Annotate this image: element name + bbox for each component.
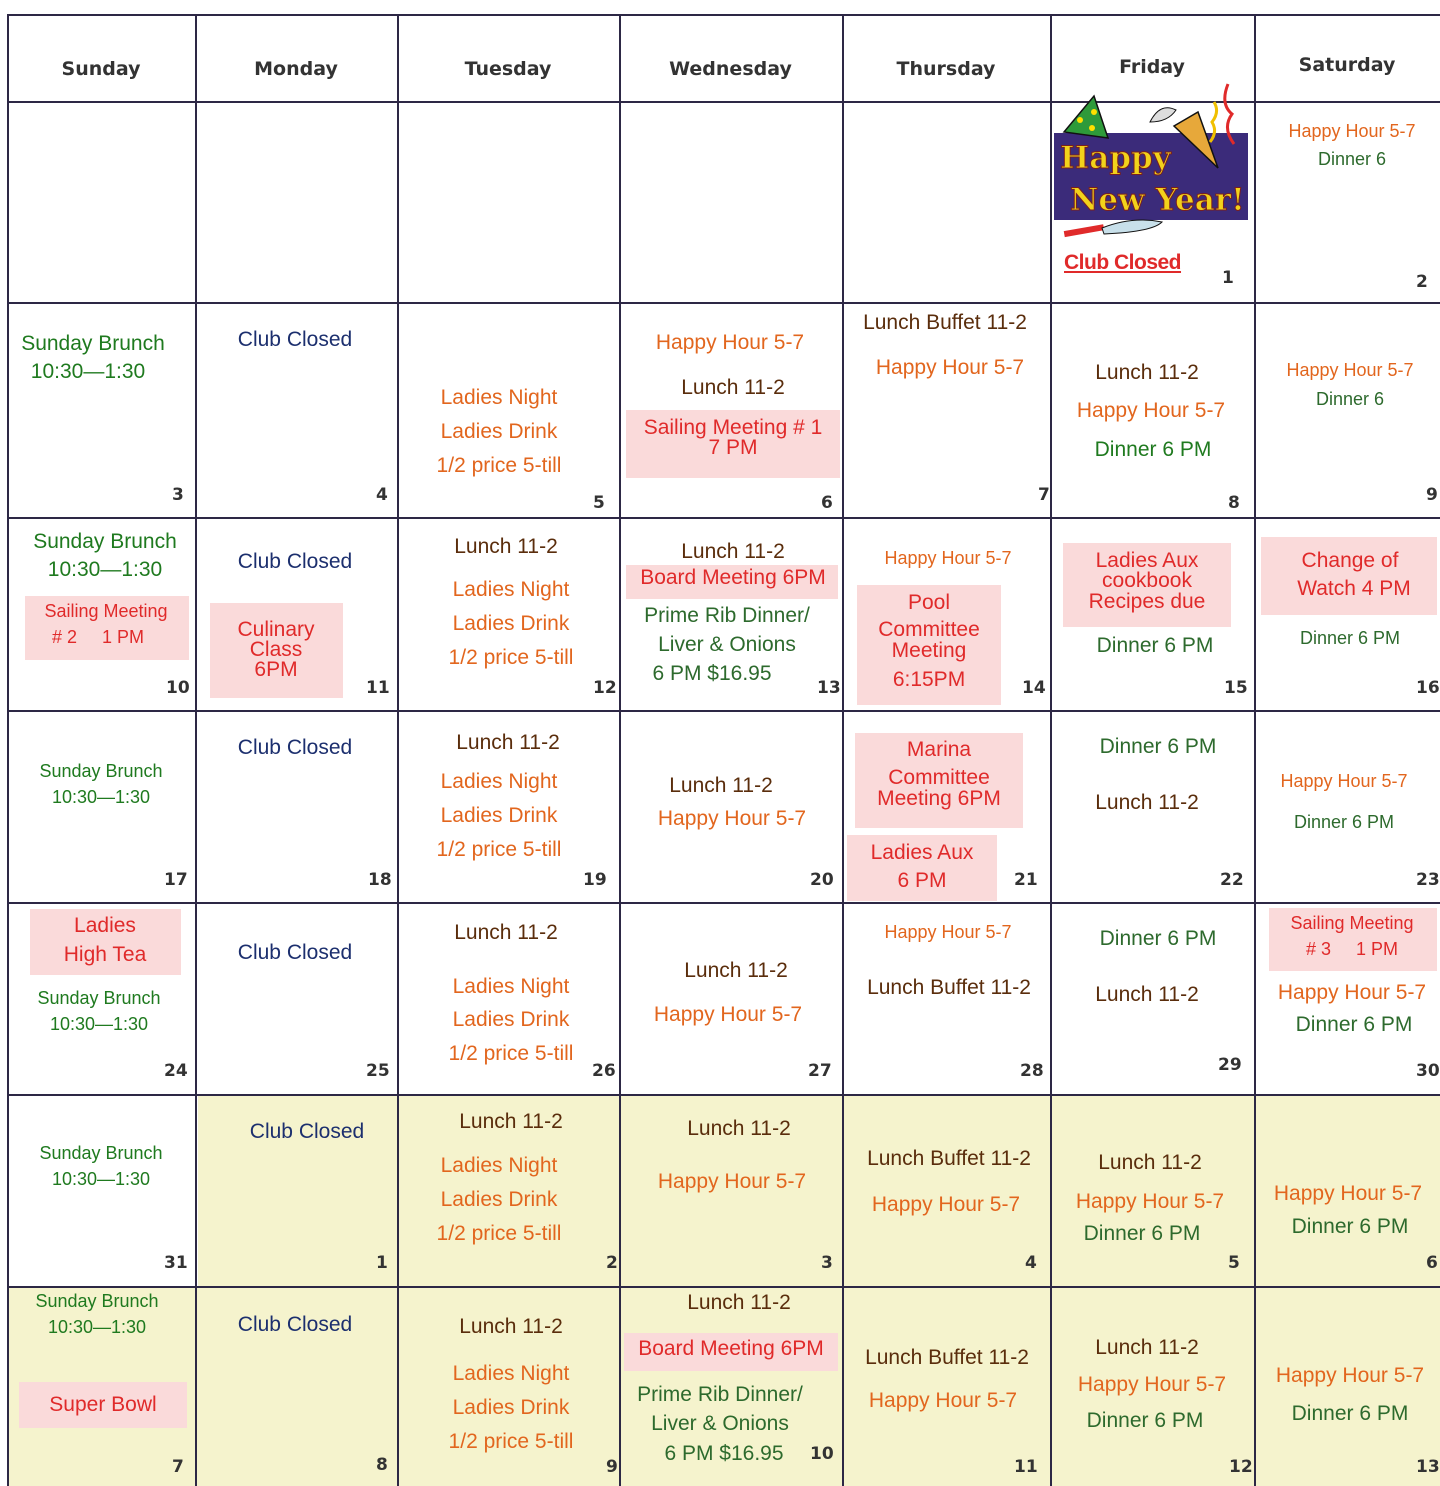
date-number: 3 bbox=[821, 1253, 833, 1273]
event-prime-rib-price: 6 PM $16.95 bbox=[652, 662, 772, 685]
date-number: 14 bbox=[1022, 678, 1046, 698]
event-sailing-meeting: Sailing Meeting # 1 bbox=[643, 416, 823, 439]
event-dinner: Dinner 6 PM bbox=[1291, 1215, 1409, 1238]
event-sailing-meeting: Sailing Meeting bbox=[1290, 913, 1414, 933]
event-ladies-drink: Ladies Drink bbox=[452, 612, 570, 635]
event-lunch: Lunch 11-2 bbox=[681, 376, 785, 399]
event-lunch-buffet: Lunch Buffet 11-2 bbox=[867, 976, 1031, 999]
event-lunch: Lunch 11-2 bbox=[456, 731, 560, 754]
banner-line-1: Happy bbox=[1060, 140, 1171, 176]
event-happy-hour: Happy Hour 5-7 bbox=[1280, 771, 1408, 791]
event-dinner: Dinner 6 bbox=[1317, 149, 1387, 169]
header-sunday: Sunday bbox=[61, 58, 141, 80]
event-club-closed: Club Closed bbox=[237, 328, 353, 351]
event-half-price: 1/2 price 5-till bbox=[448, 1430, 574, 1453]
event-prime-rib: Prime Rib Dinner/ bbox=[644, 604, 810, 627]
event-lunch: Lunch 11-2 bbox=[684, 959, 788, 982]
event-half-price: 1/2 price 5-till bbox=[436, 454, 562, 477]
event-happy-hour: Happy Hour 5-7 bbox=[1277, 981, 1427, 1004]
event-cookbook: cookbook bbox=[1102, 569, 1192, 592]
event-pool-committee: Pool bbox=[907, 591, 951, 614]
date-number: 29 bbox=[1218, 1055, 1242, 1075]
date-number: 4 bbox=[1025, 1253, 1037, 1273]
event-ladies-aux: Ladies Aux bbox=[870, 841, 974, 864]
event-club-closed: Club Closed bbox=[237, 941, 353, 964]
event-culinary-class: Culinary bbox=[237, 618, 315, 641]
event-lunch: Lunch 11-2 bbox=[681, 540, 785, 563]
event-marina-committee: Committee bbox=[888, 766, 990, 789]
event-liver-onions: Liver & Onions bbox=[651, 1412, 789, 1435]
event-board-meeting: Board Meeting 6PM bbox=[640, 566, 826, 589]
date-number: 1 bbox=[1222, 268, 1234, 288]
header-saturday: Saturday bbox=[1298, 54, 1396, 76]
date-number: 10 bbox=[166, 678, 190, 698]
event-happy-hour: Happy Hour 5-7 bbox=[655, 331, 805, 354]
date-number: 2 bbox=[1416, 272, 1428, 292]
event-brunch-time: 10:30—1:30 bbox=[49, 1014, 149, 1034]
date-number: 12 bbox=[1229, 1457, 1253, 1477]
event-club-closed: Club Closed bbox=[237, 1313, 353, 1336]
event-brunch-time: 10:30—1:30 bbox=[47, 558, 163, 581]
event-ladies-drink: Ladies Drink bbox=[452, 1008, 570, 1031]
date-number: 18 bbox=[368, 870, 392, 890]
header-wednesday: Wednesday bbox=[669, 58, 792, 80]
event-marina-meeting: Meeting 6PM bbox=[877, 787, 1001, 810]
grid-line-week-4 bbox=[7, 902, 1440, 904]
event-half-price: 1/2 price 5-till bbox=[436, 838, 562, 861]
event-lunch: Lunch 11-2 bbox=[1095, 1336, 1199, 1359]
event-club-closed: Club Closed bbox=[249, 1120, 365, 1143]
event-half-price: 1/2 price 5-till bbox=[448, 646, 574, 669]
event-happy-hour: Happy Hour 5-7 bbox=[868, 1389, 1018, 1412]
header-tuesday: Tuesday bbox=[464, 58, 552, 80]
event-happy-hour: Happy Hour 5-7 bbox=[657, 807, 807, 830]
event-ladies-drink: Ladies Drink bbox=[452, 1396, 570, 1419]
event-dinner: Dinner 6 PM bbox=[1083, 1222, 1201, 1245]
event-dinner: Dinner 6 PM bbox=[1086, 1409, 1204, 1432]
event-happy-hour: Happy Hour 5-7 bbox=[875, 356, 1025, 379]
event-sunday-brunch: Sunday Brunch bbox=[35, 1291, 159, 1311]
event-sunday-brunch: Sunday Brunch bbox=[39, 761, 163, 781]
event-sunday-brunch: Sunday Brunch bbox=[33, 530, 177, 553]
event-club-closed: Club Closed bbox=[237, 736, 353, 759]
event-lunch-buffet: Lunch Buffet 11-2 bbox=[865, 1346, 1029, 1369]
date-number: 11 bbox=[1014, 1457, 1038, 1477]
event-pool-time: 6:15PM bbox=[892, 668, 966, 691]
event-lunch: Lunch 11-2 bbox=[1095, 791, 1199, 814]
event-lunch: Lunch 11-2 bbox=[669, 774, 773, 797]
event-happy-hour: Happy Hour 5-7 bbox=[1273, 1182, 1423, 1205]
date-number: 13 bbox=[1416, 1457, 1440, 1477]
date-number: 28 bbox=[1020, 1061, 1044, 1081]
party-hat-icon bbox=[1052, 82, 1252, 242]
event-ladies-night: Ladies Night bbox=[452, 975, 570, 998]
event-pool-committee: Meeting bbox=[891, 639, 967, 662]
event-ladies-night: Ladies Night bbox=[440, 770, 558, 793]
grid-line-week-1 bbox=[7, 302, 1440, 304]
event-brunch-time: 10:30—1:30 bbox=[51, 787, 151, 807]
date-number: 25 bbox=[366, 1061, 390, 1081]
date-number: 7 bbox=[1038, 485, 1050, 505]
event-ladies-night: Ladies Night bbox=[440, 386, 558, 409]
event-sunday-brunch: Sunday Brunch bbox=[39, 1143, 163, 1163]
event-dinner: Dinner 6 PM bbox=[1099, 927, 1217, 950]
event-ladies-drink: Ladies Drink bbox=[440, 1188, 558, 1211]
event-liver-onions: Liver & Onions bbox=[658, 633, 796, 656]
event-change-of-watch: Watch 4 PM bbox=[1297, 577, 1411, 600]
event-ladies-night: Ladies Night bbox=[440, 1154, 558, 1177]
event-lunch-buffet: Lunch Buffet 11-2 bbox=[867, 1147, 1031, 1170]
event-ladies-high-tea: Ladies bbox=[74, 914, 136, 937]
header-thursday: Thursday bbox=[896, 58, 996, 80]
grid-line-col-6 bbox=[1254, 14, 1256, 1486]
date-number: 8 bbox=[376, 1455, 388, 1475]
date-number: 9 bbox=[1426, 485, 1438, 505]
grid-line-col-4 bbox=[842, 14, 844, 1486]
event-change-of-watch: Change of bbox=[1301, 549, 1399, 572]
date-number: 7 bbox=[172, 1457, 184, 1477]
event-happy-hour: Happy Hour 5-7 bbox=[884, 548, 1012, 568]
event-happy-hour: Happy Hour 5-7 bbox=[871, 1193, 1021, 1216]
event-dinner: Dinner 6 PM bbox=[1094, 438, 1212, 461]
date-number: 5 bbox=[593, 493, 605, 513]
event-dinner: Dinner 6 PM bbox=[1295, 1013, 1413, 1036]
club-closed-link[interactable]: Club Closed bbox=[1064, 251, 1182, 274]
date-number: 6 bbox=[821, 493, 833, 513]
event-ladies-night: Ladies Night bbox=[452, 1362, 570, 1385]
event-ladies-drink: Ladies Drink bbox=[440, 804, 558, 827]
event-happy-hour: Happy Hour 5-7 bbox=[1275, 1364, 1425, 1387]
banner-line-2: New Year! bbox=[1070, 182, 1245, 218]
event-ladies-high-tea: High Tea bbox=[63, 943, 147, 966]
event-half-price: 1/2 price 5-till bbox=[436, 1222, 562, 1245]
header-monday: Monday bbox=[254, 58, 338, 80]
event-brunch-time: 10:30—1:30 bbox=[51, 1169, 151, 1189]
event-lunch: Lunch 11-2 bbox=[1095, 361, 1199, 384]
event-happy-hour: Happy Hour 5-7 bbox=[884, 922, 1012, 942]
event-prime-rib-price: 6 PM $16.95 bbox=[664, 1442, 784, 1465]
event-sailing-time: # 3 1 PM bbox=[1305, 939, 1399, 959]
event-dinner: Dinner 6 PM bbox=[1293, 812, 1395, 832]
event-super-bowl: Super Bowl bbox=[49, 1393, 157, 1416]
event-half-price: 1/2 price 5-till bbox=[448, 1042, 574, 1065]
new-year-clipart bbox=[1052, 82, 1252, 242]
event-sunday-brunch: Sunday Brunch bbox=[37, 988, 161, 1008]
date-number: 21 bbox=[1014, 870, 1038, 890]
date-number: 11 bbox=[366, 678, 390, 698]
grid-line-col-1 bbox=[195, 14, 197, 1486]
event-happy-hour: Happy Hour 5-7 bbox=[1076, 399, 1226, 422]
event-lunch: Lunch 11-2 bbox=[454, 921, 558, 944]
event-prime-rib: Prime Rib Dinner/ bbox=[637, 1383, 803, 1406]
date-number: 4 bbox=[376, 485, 388, 505]
event-club-closed: Club Closed bbox=[237, 550, 353, 573]
date-number: 23 bbox=[1416, 870, 1440, 890]
event-happy-hour: Happy Hour 5-7 bbox=[1077, 1373, 1227, 1396]
event-marina-committee: Marina bbox=[906, 738, 972, 761]
date-number: 27 bbox=[808, 1061, 832, 1081]
event-sailing-time: 7 PM bbox=[708, 436, 758, 459]
event-brunch-time: 10:30—1:30 bbox=[47, 1317, 147, 1337]
event-culinary-time: 6PM bbox=[254, 658, 298, 681]
event-lunch: Lunch 11-2 bbox=[687, 1291, 791, 1314]
date-number: 5 bbox=[1228, 1253, 1240, 1273]
date-number: 10 bbox=[810, 1444, 834, 1464]
event-happy-hour: Happy Hour 5-7 bbox=[1075, 1190, 1225, 1213]
event-lunch: Lunch 11-2 bbox=[459, 1315, 563, 1338]
event-dinner: Dinner 6 PM bbox=[1299, 628, 1401, 648]
event-pool-committee: Committee bbox=[878, 618, 980, 641]
date-number: 6 bbox=[1426, 1253, 1438, 1273]
event-lunch: Lunch 11-2 bbox=[459, 1110, 563, 1133]
date-number: 3 bbox=[172, 485, 184, 505]
event-lunch-buffet: Lunch Buffet 11-2 bbox=[863, 311, 1027, 334]
date-number: 12 bbox=[593, 678, 617, 698]
event-ladies-aux-time: 6 PM bbox=[897, 869, 947, 892]
date-number: 1 bbox=[376, 1253, 388, 1273]
date-number: 26 bbox=[592, 1061, 616, 1081]
date-number: 24 bbox=[164, 1061, 188, 1081]
event-lunch: Lunch 11-2 bbox=[1098, 1151, 1202, 1174]
grid-line-week-5 bbox=[7, 1094, 1440, 1096]
date-number: 9 bbox=[606, 1457, 618, 1477]
event-dinner: Dinner 6 PM bbox=[1096, 634, 1214, 657]
grid-line-col-2 bbox=[397, 14, 399, 1486]
date-number: 13 bbox=[817, 678, 841, 698]
event-ladies-drink: Ladies Drink bbox=[440, 420, 558, 443]
date-number: 2 bbox=[606, 1253, 618, 1273]
date-number: 15 bbox=[1224, 678, 1248, 698]
date-number: 8 bbox=[1228, 493, 1240, 513]
event-culinary-class: Class bbox=[249, 638, 303, 661]
date-number: 22 bbox=[1220, 870, 1244, 890]
event-sailing-time: # 2 1 PM bbox=[51, 627, 145, 647]
event-recipes-due: Recipes due bbox=[1088, 590, 1206, 613]
date-number: 19 bbox=[583, 870, 607, 890]
date-number: 20 bbox=[810, 870, 834, 890]
grid-line-week-3 bbox=[7, 710, 1440, 712]
date-number: 17 bbox=[164, 870, 188, 890]
grid-line-col-0 bbox=[7, 14, 9, 1486]
date-number: 30 bbox=[1416, 1061, 1440, 1081]
event-sailing-meeting: Sailing Meeting bbox=[44, 601, 168, 621]
grid-line-col-3 bbox=[619, 14, 621, 1486]
event-happy-hour: Happy Hour 5-7 bbox=[1288, 121, 1416, 141]
date-number: 16 bbox=[1416, 678, 1440, 698]
event-lunch: Lunch 11-2 bbox=[687, 1117, 791, 1140]
event-lunch: Lunch 11-2 bbox=[1095, 983, 1199, 1006]
event-ladies-night: Ladies Night bbox=[452, 578, 570, 601]
event-dinner: Dinner 6 PM bbox=[1099, 735, 1217, 758]
event-dinner: Dinner 6 PM bbox=[1291, 1402, 1409, 1425]
grid-line-week-2 bbox=[7, 517, 1440, 519]
grid-line-top bbox=[7, 14, 1440, 16]
event-sunday-brunch: Sunday Brunch bbox=[21, 332, 165, 355]
date-number: 31 bbox=[164, 1253, 188, 1273]
event-ladies-aux: Ladies Aux bbox=[1095, 549, 1199, 572]
event-happy-hour: Happy Hour 5-7 bbox=[1286, 360, 1414, 380]
event-happy-hour: Happy Hour 5-7 bbox=[653, 1003, 803, 1026]
event-brunch-time: 10:30—1:30 bbox=[30, 360, 146, 383]
event-lunch: Lunch 11-2 bbox=[454, 535, 558, 558]
event-dinner: Dinner 6 bbox=[1315, 389, 1385, 409]
grid-line-week-6 bbox=[7, 1286, 1440, 1288]
event-happy-hour: Happy Hour 5-7 bbox=[657, 1170, 807, 1193]
header-friday: Friday bbox=[1119, 56, 1185, 78]
event-board-meeting: Board Meeting 6PM bbox=[638, 1337, 824, 1360]
